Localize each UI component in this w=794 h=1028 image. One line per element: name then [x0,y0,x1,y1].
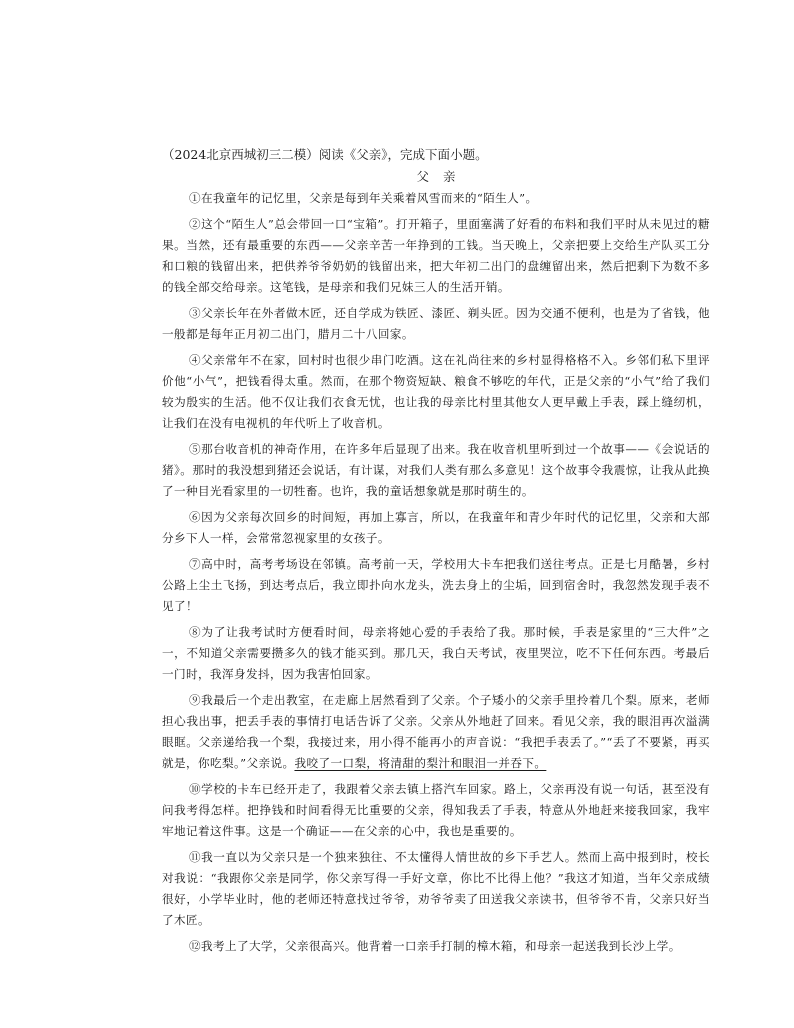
paragraph-4: ④父亲常年不在家，回村时也很少串门吃酒。这在礼尚往来的乡村显得格格不入。乡邻们私下里评价他“小气”，把钱看得太重。然而，在那个物资短缺、粮食不够吃的年代，正是父亲的“小气”给了我们较为殷实的生活。他不仅让我们衣食无忧，也让我的母亲比村里其他女人更早戴上手表，踩上缝纫机，让我们在没有电视机的年代听上了收音机。 [162,353,710,430]
paragraph-5: ⑤那台收音机的神奇作用，在许多年后显现了出来。我在收音机里听到过一个故事——《会说话的猪》。那时的我没想到猪还会说话，有计谋，对我们人类有那么多意见！这个故事令我震惊，让我从此换了一种目光看家里的一切牲畜。也许，我的童话想象就是那时萌生的。 [162,442,710,498]
underlined-sentence: 我咬了一口梨，将清甜的梨汁和眼泪一并吞下。 [294,756,547,770]
paragraph-9-text: ⑨我最后一个走出教室，在走廊上居然看到了父亲。个子矮小的父亲手里拎着几个梨。原来，老师担心我出事，把丢手表的事情打电话告诉了父亲。父亲从外地赶了回来。看见父亲，我的眼泪再次溢满眼眶。父亲递给我一个梨，我接过来，用小得不能再小的声音说：“我把手表丢了。”“丢了不要紧，再买就是，你吃梨。”父亲说。 [162,693,710,770]
paragraph-6: ⑥因为父亲每次回乡的时间短，再加上寡言，所以，在我童年和青少年时代的记忆里，父亲和大部分乡下人一样，会常常忽视家里的女孩子。 [162,510,710,545]
question-intro: （2024北京西城初三二模）阅读《父亲》，完成下面小题。 [162,147,488,162]
paragraph-1: ①在我童年的记忆里，父亲是每到年关乘着风雪而来的“陌生人”。 [189,191,538,205]
article-title: 父亲 [416,169,470,184]
paragraph-3: ③父亲长年在外者做木匠，还自学成为铁匠、漆匠、剃头匠。因为交通不便利，也是为了省钱，他一般都是每年正月初二出门，腊月二十八回家。 [162,306,710,341]
paragraph-2: ②这个“陌生人”总会带回一口“宝箱”。打开箱子，里面塞满了好看的布料和我们平时从未见过的糖果。当然，还有最重要的东西——父亲辛苦一年挣到的工钱。当天晚上，父亲把要上交给生产队买工分和口粮的钱留出来，把供养爷爷奶奶的钱留出来，把大年初二出门的盘缠留出来，然后把剩下为数不多的钱全部交给母亲。这笔钱，是母亲和我们兄妹三人的生活开销。 [162,217,710,294]
paragraph-7: ⑦高中时，高考考场设在邻镇。高考前一天，学校用大卡车把我们送往考点。正是七月酷暑，乡村公路上尘土飞扬，到达考点后，我立即扑向水龙头，洗去身上的尘垢，回到宿舍时，我忽然发现手表不见了！ [162,557,710,613]
paragraph-8: ⑧为了让我考试时方便看时间，母亲将她心爱的手表给了我。那时候，手表是家里的“三大件”之一，不知道父亲需要攒多久的钱才能买到。那几天，我白天考试，夜里哭泣，吃不下任何东西。考最后一门时，我浑身发抖，因为我害怕回家。 [162,625,710,681]
paragraph-11: ⑪我一直以为父亲只是一个独来独往、不太懂得人情世故的乡下手艺人。然而上高中报到时，校长对我说：“我跟你父亲是同学，你父亲写得一手好文章，你比不比得上他？”我这才知道，当年父亲成绩很好，小学毕业时，他的老师还特意找过爷爷，劝爷爷卖了田送我父亲读书，但爷爷不肯，父亲只好当了木匠。 [162,850,710,927]
paragraph-10: ⑩学校的卡车已经开走了，我跟着父亲去镇上搭汽车回家。路上，父亲再没有说一句话，甚至没有问我考得怎样。把挣钱和时间看得无比重要的父亲，得知我丢了手表，特意从外地赶来接我回家，我牢牢地记着这件事。这是一个确证——在父亲的心中，我也是重要的。 [162,782,710,838]
paragraph-12: ⑫我考上了大学，父亲很高兴。他背着一口亲手打制的樟木箱，和母亲一起送我到长沙上学。 [189,939,681,953]
paragraph-9 [162,690,710,774]
